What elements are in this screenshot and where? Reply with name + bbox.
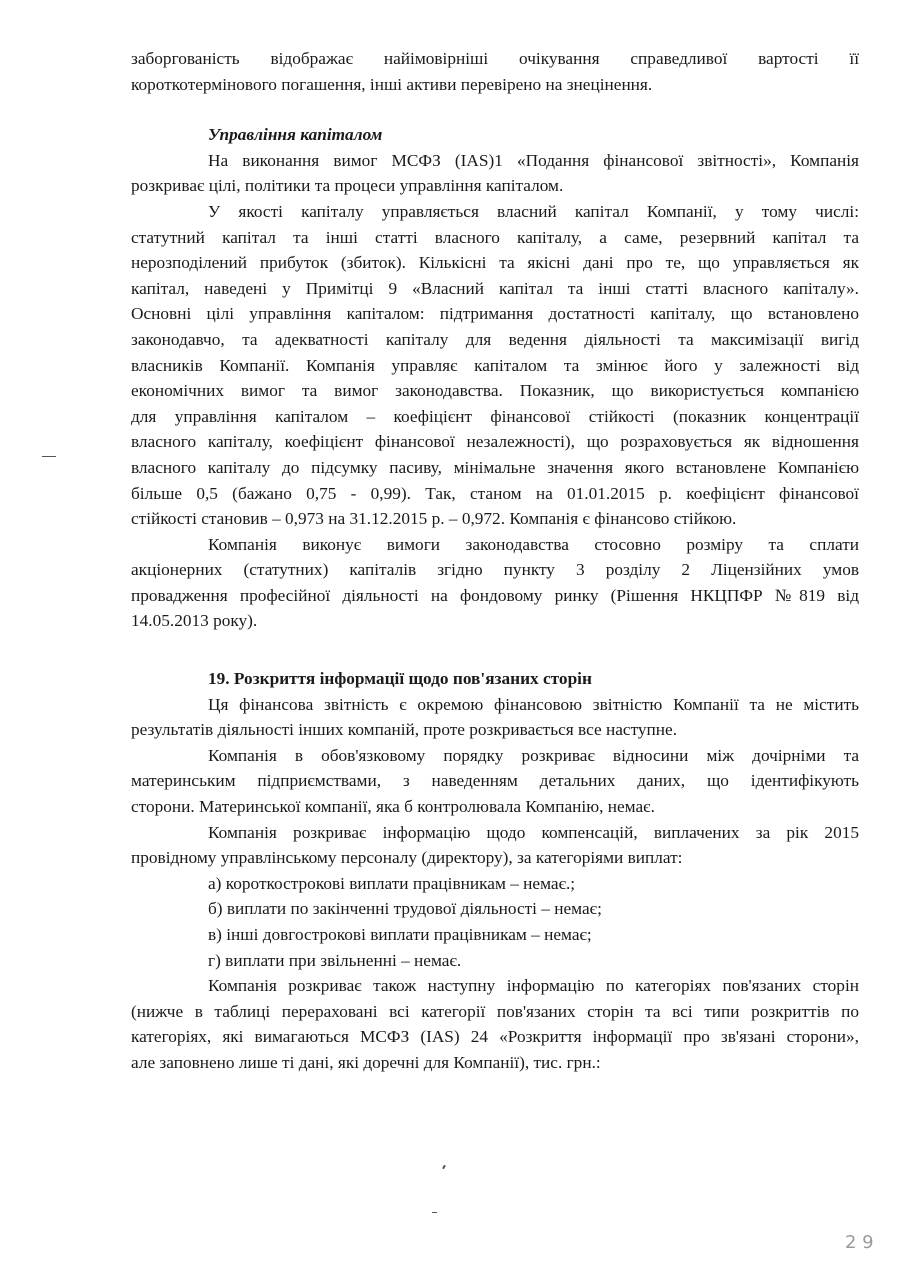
- related-p2-line-2: материнським підприємствами, з наведенням детальних даних, що ідентифікують: [131, 771, 859, 791]
- related-paragraph-3: [131, 820, 859, 871]
- related-p4-line-2: (нижче в таблиці перераховані всі категорії пов'язаних сторін та всі типи розкриттів по: [131, 1001, 859, 1021]
- intro-line-1: заборгованість відображає найімовірніші очікування справедливої вартості її: [131, 49, 859, 68]
- page-number: 2 9: [845, 1232, 874, 1253]
- capital-paragraph-1: [131, 148, 859, 199]
- capital-p2-line-3: нерозподілений прибуток (збиток). Кількісні та якісні дані про те, що управляється як: [131, 253, 859, 273]
- scan-mark-bottom-2: [432, 1212, 437, 1213]
- scan-mark-bottom-1: [442, 1165, 446, 1169]
- document-page: [131, 46, 859, 1076]
- capital-p2-line-9: для управління капіталом – коефіцієнт фінансової стійкості (показник концентрації: [131, 406, 859, 426]
- list-item: в) інші довгострокові виплати працівникам – немає;: [208, 925, 592, 944]
- related-p4-line-3: категоріях, які вимагаються МСФЗ (IAS) 24 «Розкриття інформації про зв'язані сторони»,: [131, 1027, 859, 1047]
- capital-p1-line-2: розкриває цілі, політики та процеси управління капіталом.: [131, 176, 564, 196]
- compensation-list: [131, 871, 859, 973]
- related-p2-line-3: сторони. Материнської компанії, яка б контролювала Компанію, немає.: [131, 797, 655, 817]
- related-paragraph-4: [131, 973, 859, 1075]
- capital-paragraph-2: [131, 199, 859, 532]
- capital-p3-line-4: 14.05.2013 року).: [131, 611, 258, 631]
- capital-p2-line-11: власного капіталу до підсумку пасиву, мінімальне значення якого встановлене Компанією: [131, 457, 859, 477]
- capital-p2-line-8: економічних вимог та вимог законодавства. Показник, що використується компанією: [131, 381, 859, 401]
- capital-p2-line-1: У якості капіталу управляється власний капітал Компанії, у тому числі:: [208, 201, 859, 221]
- capital-paragraph-3: [131, 532, 859, 634]
- list-item: а) короткострокові виплати працівникам – немає.;: [208, 873, 576, 893]
- related-p4-line-1: Компанія розкриває також наступну інформацію по категоріях пов'язаних сторін: [208, 976, 859, 996]
- capital-p2-line-13: стійкості становив – 0,973 на 31.12.2015 р. – 0,972. Компанія є фінансово стійкою.: [131, 509, 737, 529]
- capital-p2-line-5: Основні цілі управління капіталом: підтримання достатності капіталу, що встановлено: [131, 304, 859, 324]
- related-heading: 19. Розкриття інформації щодо пов'язаних сторін: [208, 669, 592, 689]
- related-paragraph-1: [131, 692, 859, 743]
- related-p2-line-1: Компанія в обов'язковому порядку розкриває відносини між дочірніми та: [208, 745, 859, 765]
- related-p3-line-1: Компанія розкриває інформацію щодо компенсацій, виплачених за рік 2015: [208, 822, 859, 842]
- related-p3-line-2: провідному управлінському персоналу (директору), за категоріями виплат:: [131, 848, 683, 868]
- capital-p3-line-3: провадження професійної діяльності на фондовому ринку (Рішення НКЦПФР №819 від: [131, 585, 859, 605]
- capital-p3-line-1: Компанія виконує вимоги законодавства стосовно розміру та сплати: [208, 534, 859, 554]
- capital-p2-line-6: законодавчо, та адекватності капіталу для ведення діяльності та максимізації вигід: [131, 329, 859, 349]
- list-item: г) виплати при звільненні – немає.: [208, 950, 462, 970]
- capital-p2-line-2: статутний капітал та інші статті власного капіталу, а саме, резервний капітал та: [131, 227, 859, 247]
- related-p4-line-4: але заповнено лише ті дані, які доречні для Компанії), тис. грн.:: [131, 1052, 601, 1072]
- intro-paragraph: [131, 46, 859, 97]
- list-item: б) виплати по закінченні трудової діяльності – немає;: [208, 899, 602, 919]
- related-p1-line-2: результатів діяльності інших компаній, проте розкривається все наступне.: [131, 720, 678, 740]
- capital-p3-line-2: акціонерних (статутних) капіталів згідно пункту 3 розділу 2 Ліцензійних умов: [131, 560, 859, 580]
- capital-p2-line-12: більше 0,5 (бажано 0,75 - 0,99). Так, станом на 01.01.2015 р. коефіцієнт фінансової: [131, 483, 859, 503]
- intro-line-2: короткотермінового погашення, інші активи перевірено на знецінення.: [131, 74, 653, 94]
- related-p1-line-1: Ця фінансова звітність є окремою фінансовою звітністю Компанії та не містить: [208, 694, 859, 714]
- capital-p2-line-7: власників Компанії. Компанія управляє капіталом та змінює його у залежності від: [131, 355, 859, 375]
- scan-mark-left: [42, 456, 56, 457]
- capital-heading: Управління капіталом: [208, 125, 383, 145]
- capital-p2-line-10: власного капіталу, коефіцієнт фінансової незалежності), що розраховується як відношення: [131, 432, 859, 452]
- capital-p2-line-4: капітал, наведені у Примітці 9 «Власний капітал та інші статті власного капіталу».: [131, 278, 859, 298]
- related-paragraph-2: [131, 743, 859, 820]
- capital-p1-line-1: На виконання вимог МСФЗ (IAS)1 «Подання фінансової звітності», Компанія: [208, 150, 859, 170]
